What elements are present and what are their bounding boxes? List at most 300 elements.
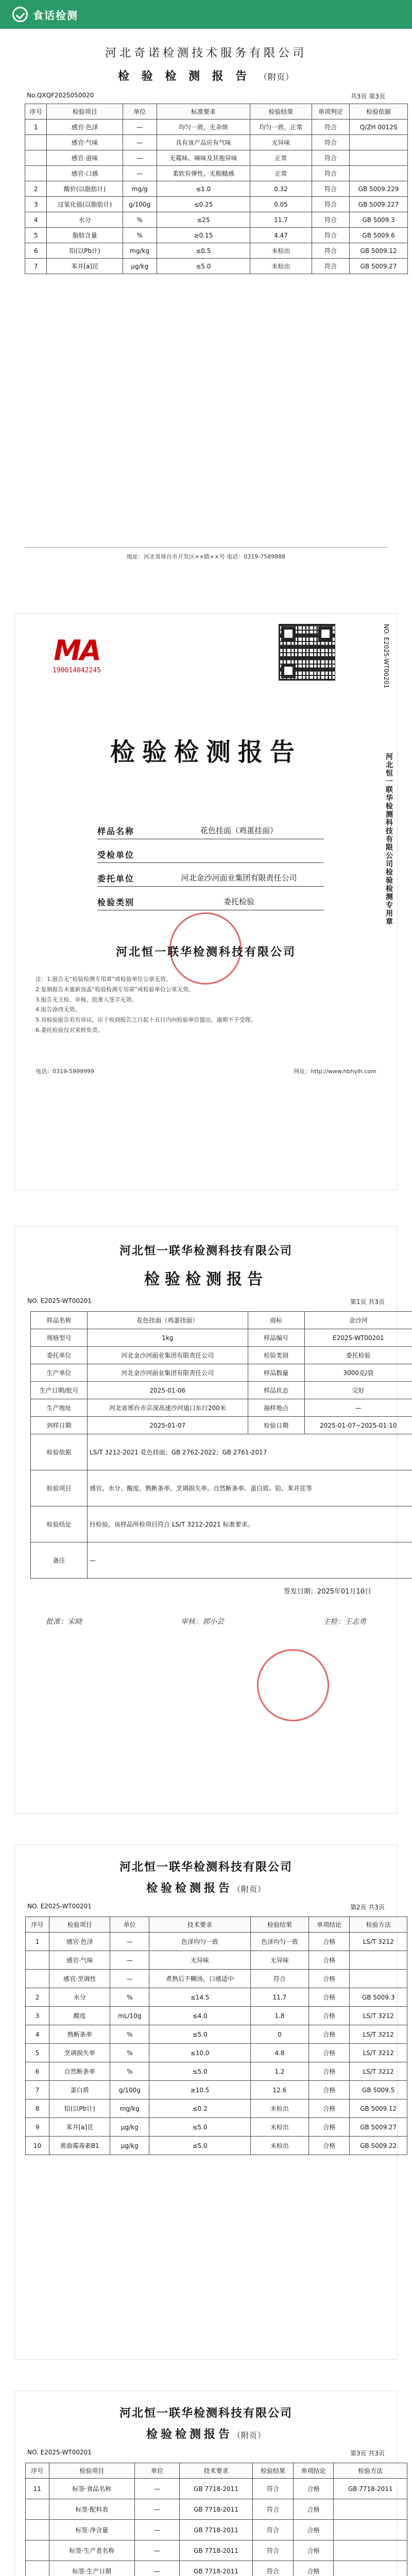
- table-cell: 煮熟后不糊汤，口感适中: [149, 1970, 251, 1988]
- table-cell: 委托单位: [31, 1347, 88, 1364]
- table-cell: %: [110, 2062, 149, 2081]
- cover-field-value: 花色挂面（鸡蛋挂面）: [200, 826, 278, 835]
- table-row: [31, 1417, 412, 1434]
- column-header: 单位: [135, 2463, 180, 2479]
- table-cell: 生产单位: [31, 1364, 88, 1382]
- table-cell: 苯并[a]芘: [49, 2118, 110, 2137]
- table-cell: 合格: [308, 1951, 350, 1970]
- report-meta: [27, 92, 385, 100]
- table-row: [31, 1506, 412, 1543]
- table-cell: 脂肪含量: [47, 228, 123, 243]
- table-cell: 样品编号: [248, 1329, 304, 1347]
- table-cell: ≥10.5: [149, 2081, 251, 2099]
- table-cell: [26, 2499, 49, 2520]
- table-cell: 2025-01-07: [88, 1417, 248, 1434]
- table-cell: 水分: [49, 1988, 110, 2007]
- cover-fields: [97, 825, 324, 920]
- table-cell: 感官·气味: [49, 1951, 110, 1970]
- table-cell: 0.05: [250, 197, 312, 212]
- table-cell: 委托检验: [304, 1347, 412, 1364]
- table-cell: 合格: [293, 2540, 334, 2561]
- table-cell: [25, 166, 47, 181]
- table-cell: 酸度: [49, 2007, 110, 2025]
- brand-name: 食话检测: [33, 9, 78, 22]
- table-row: [26, 2561, 407, 2576]
- cover-field: [97, 896, 324, 910]
- table-cell: [334, 2561, 407, 2576]
- table-cell: [26, 2520, 49, 2540]
- report-title: 检验检测报告（附页）: [146, 2428, 266, 2441]
- cover-field-key: 受检单位: [97, 850, 135, 860]
- table-row: [26, 2118, 407, 2137]
- table-cell: ≤14.5: [149, 1988, 251, 2007]
- cover-note-line: 6.委托检验仅对来样负责。: [36, 1026, 104, 1033]
- table-cell: 10: [26, 2137, 49, 2155]
- table-row: [26, 2025, 407, 2044]
- company-title: 河北奇诺检测技术服务有限公司: [105, 47, 307, 60]
- column-header: 技术要求: [149, 1917, 251, 1933]
- table-cell: [26, 1951, 49, 1970]
- table-cell: 检验结论: [31, 1506, 88, 1543]
- table-row: [26, 1933, 407, 1951]
- cover-field-key: 样品名称: [97, 826, 135, 836]
- table-cell: ≤0.25: [157, 197, 250, 212]
- table-cell: g/100g: [123, 197, 157, 212]
- report-meta: [27, 1297, 385, 1306]
- column-header: 单位: [110, 1917, 149, 1933]
- table-cell: ≤5.0: [149, 2062, 251, 2081]
- cover-contact: [36, 1067, 376, 1075]
- table-cell: 合格: [308, 2137, 350, 2155]
- table-cell: [25, 150, 47, 166]
- table-cell: LS/T 3212: [350, 2062, 407, 2081]
- table-cell: 合格: [308, 2099, 350, 2118]
- cover-company: 河北恒一联华检测科技有限公司: [115, 945, 296, 959]
- table-cell: 规格型号: [31, 1329, 88, 1347]
- table-cell: 合格: [293, 2520, 334, 2540]
- table-cell: 合格: [308, 2025, 350, 2044]
- table-row: [26, 2007, 407, 2025]
- table-cell: 样品数量: [248, 1364, 304, 1382]
- column-header: 单位: [123, 104, 157, 120]
- table-cell: 1kg: [88, 1329, 248, 1347]
- table-cell: [25, 135, 47, 150]
- table-row: [26, 2099, 407, 2118]
- table-cell: 苯并[a]芘: [47, 259, 123, 274]
- table-cell: 合格: [293, 2499, 334, 2520]
- table-row: [26, 1951, 407, 1970]
- table-cell: 符合: [253, 2540, 294, 2561]
- table-cell: 色泽均匀一致: [250, 1933, 308, 1951]
- report-title: 检验检测报告: [144, 1270, 268, 1289]
- column-header: 序号: [26, 2463, 49, 2479]
- issue-date: 签发日期：2025年01月10日: [283, 1588, 371, 1596]
- table-cell: —: [304, 1399, 412, 1417]
- table-cell: 检验日期: [248, 1417, 304, 1434]
- column-header: 序号: [25, 104, 47, 120]
- table-row: [25, 212, 408, 228]
- cma-mark: [46, 634, 108, 674]
- table-cell: 6: [26, 2062, 49, 2081]
- table-cell: 感官·烹调性: [49, 1970, 110, 1988]
- report-seal-icon: [257, 1649, 329, 1721]
- report-info-page: [14, 1226, 398, 1814]
- table-cell: 2025-01-07~2025-01-10: [304, 1417, 412, 1434]
- cover-field: [97, 872, 324, 887]
- table-cell: 符合: [312, 243, 349, 259]
- cover-field: [97, 849, 324, 863]
- footer-address: 地址：河北省邢台市开发区××路××号 电话：0319-7589888: [126, 553, 286, 560]
- table-cell: 柔软有弹性，无粗糙感: [157, 166, 250, 181]
- table-cell: 检验项目: [31, 1470, 88, 1506]
- table-cell: [350, 1951, 407, 1970]
- table-cell: 符合: [253, 2479, 294, 2499]
- cover-field-key: 委托单位: [97, 874, 135, 884]
- table-cell: 符合: [312, 120, 349, 135]
- table-cell: %: [110, 2025, 149, 2044]
- table-cell: 符合: [312, 166, 349, 181]
- table-row: [26, 2081, 407, 2099]
- table-cell: GB 7718-2011: [179, 2479, 253, 2499]
- table-cell: —: [88, 1543, 412, 1579]
- table-cell: —: [123, 150, 157, 166]
- table-cell: 自然断条率: [49, 2062, 110, 2081]
- table-cell: 1.8: [250, 2007, 308, 2025]
- table-cell: mg/kg: [110, 2099, 149, 2118]
- table-cell: 符合: [312, 150, 349, 166]
- table-cell: GB 7718-2011: [179, 2520, 253, 2540]
- page-number: 第1页 共3页: [350, 1298, 385, 1306]
- side-seal-text: 河北恒一联华检测科技有限公司检验检测专用章: [385, 753, 393, 926]
- table-row: [25, 259, 408, 274]
- table-cell: GB 5009.3: [350, 1988, 407, 2007]
- cover-notes: [36, 974, 376, 1036]
- report-title: 检 验 检 测 报 告 （附页）: [118, 70, 294, 83]
- table-cell: 未检出: [250, 2118, 308, 2137]
- table-cell: 合格: [308, 1970, 350, 1988]
- table-cell: 符合: [253, 2520, 294, 2540]
- report-meta: [27, 2449, 385, 2458]
- table-cell: ≤4.0: [149, 2007, 251, 2025]
- table-cell: 7: [26, 2081, 49, 2099]
- table-row: [25, 243, 408, 259]
- column-header: 单项结论: [293, 2463, 334, 2479]
- table-cell: 金沙河: [304, 1312, 412, 1329]
- table-cell: ≤5.0: [149, 2137, 251, 2155]
- table-cell: 样品名称: [31, 1312, 88, 1329]
- table-cell: 3: [25, 197, 47, 212]
- table-cell: GB 5009.22: [350, 2137, 407, 2155]
- table-row: [26, 2062, 407, 2081]
- report-number: NO. E2025-WT00201: [27, 1903, 92, 1910]
- table-cell: LS/T 3212: [350, 2044, 407, 2062]
- table-cell: 9: [26, 2118, 49, 2137]
- cover-page: [14, 613, 398, 1190]
- cover-note-line: 4.报告涂改无效。: [36, 1006, 81, 1013]
- table-cell: [26, 2561, 49, 2576]
- cover-note-line: 注：1.报告无“检验检测专用章”或检验单位公章无效。: [36, 976, 171, 982]
- table-cell: 商标: [248, 1312, 304, 1329]
- table-cell: 河北金沙河面业集团有限责任公司: [88, 1347, 248, 1364]
- table-row: [26, 2044, 407, 2062]
- table-cell: 生产地址: [31, 1399, 88, 1417]
- report-page-1: [14, 32, 398, 578]
- reviewer-signature: 审核：郭小芸: [181, 1618, 224, 1626]
- table-cell: 3000克/袋: [304, 1364, 412, 1382]
- cover-field-value: 委托检验: [223, 897, 254, 906]
- table-cell: 1.2: [250, 2062, 308, 2081]
- column-header: 单项判定: [312, 104, 349, 120]
- table-cell: 未检出: [250, 243, 312, 259]
- annex2-table: [25, 2463, 407, 2576]
- table-cell: 合格: [308, 2044, 350, 2062]
- table-cell: —: [135, 2561, 180, 2576]
- cma-logo-icon: MA: [54, 634, 100, 667]
- column-header: 检验项目: [47, 104, 123, 120]
- table-cell: 11.7: [250, 212, 312, 228]
- qr-code-icon: [279, 624, 335, 681]
- table-cell: 合格: [308, 2007, 350, 2025]
- table-cell: 未检出: [250, 2099, 308, 2118]
- table-cell: GB 5009.5: [350, 2081, 407, 2099]
- table-cell: 合格: [293, 2561, 334, 2576]
- results-table: [25, 104, 408, 274]
- table-cell: [350, 150, 408, 166]
- signatures: [46, 1616, 366, 1626]
- table-cell: 标签·净含量: [49, 2520, 135, 2540]
- table-cell: 符合: [312, 212, 349, 228]
- table-cell: 标签·配料表: [49, 2499, 135, 2520]
- table-cell: LS/T 3212: [350, 2007, 407, 2025]
- cover-field-value: 河北金沙河面业集团有限责任公司: [181, 873, 297, 883]
- table-cell: 熟断条率: [49, 2025, 110, 2044]
- table-cell: 正常: [250, 150, 312, 166]
- table-cell: %: [110, 1988, 149, 2007]
- table-cell: μg/kg: [110, 2137, 149, 2155]
- table-cell: 符合: [312, 259, 349, 274]
- table-cell: 符合: [253, 2499, 294, 2520]
- table-cell: 河北金沙河面业集团有限责任公司: [88, 1364, 248, 1382]
- table-cell: —: [135, 2520, 180, 2540]
- table-cell: 具有该产品应有气味: [157, 135, 250, 150]
- table-cell: g/100g: [110, 2081, 149, 2099]
- table-cell: ≤10.0: [149, 2044, 251, 2062]
- column-header: 检验依据: [350, 104, 408, 120]
- table-cell: 感官·气味: [47, 135, 123, 150]
- table-cell: [334, 2540, 407, 2561]
- table-cell: GB 7718-2011: [334, 2479, 407, 2499]
- table-cell: 符合: [312, 228, 349, 243]
- table-cell: [26, 2540, 49, 2561]
- table-cell: 符合: [250, 1970, 308, 1988]
- brand-header: [0, 0, 412, 29]
- cover-note-line: 2.复制报告未重新加盖“检验检测专用章”或检验单位公章无效。: [36, 986, 194, 993]
- page-number: 第2页 共3页: [350, 1904, 385, 1911]
- table-cell: 未检出: [250, 259, 312, 274]
- table-row: [31, 1347, 412, 1364]
- table-row: [25, 181, 408, 197]
- table-cell: 合格: [308, 2118, 350, 2137]
- table-row: [26, 1970, 407, 1988]
- table-row: [31, 1399, 412, 1417]
- table-cell: 无异味: [149, 1951, 251, 1970]
- table-cell: 备注: [31, 1543, 88, 1579]
- column-header: 单项结论: [308, 1917, 350, 1933]
- table-cell: —: [110, 1933, 149, 1951]
- cover-note-line: 3.报告无主检、审核、批准人签字无效。: [36, 996, 138, 1003]
- table-cell: [350, 166, 408, 181]
- cover-note-line: 5.对检验报告若有异议，应于收到报告之日起十五日内向检验单位提出，逾期不予受理。: [36, 1016, 256, 1024]
- table-cell: ≤1.0: [157, 181, 250, 197]
- annex-page-1: [14, 1844, 398, 2360]
- table-cell: 无异味: [250, 135, 312, 150]
- table-cell: μg/kg: [123, 259, 157, 274]
- table-row: [31, 1382, 412, 1399]
- contact-web: 网址：http://www.hbhylh.com: [294, 1068, 376, 1075]
- table-cell: 生产日期/批号: [31, 1382, 88, 1399]
- table-cell: 经检验，该样品所检项目符合 LS/T 3212-2021 标准要求。: [88, 1506, 412, 1543]
- table-row: [26, 2520, 407, 2540]
- table-row: [31, 1434, 412, 1470]
- table-cell: Q/ZH 0012S: [350, 120, 408, 135]
- table-cell: 7: [25, 259, 47, 274]
- table-cell: 6: [25, 243, 47, 259]
- table-row: [25, 197, 408, 212]
- footer-divider: [25, 547, 387, 548]
- contact-phone: 电话：0319-5999999: [36, 1068, 94, 1075]
- table-cell: GB 5009.227: [350, 197, 408, 212]
- table-cell: 检验依据: [31, 1434, 88, 1470]
- table-cell: ≤0.5: [157, 243, 250, 259]
- table-cell: 未检出: [250, 2137, 308, 2155]
- table-cell: 符合: [312, 135, 349, 150]
- table-row: [31, 1329, 412, 1347]
- table-row: [25, 228, 408, 243]
- cover-field-key: 检验类别: [97, 897, 135, 907]
- table-cell: LS/T 3212-2021 花色挂面；GB 2762-2022；GB 2761-2017: [88, 1434, 412, 1470]
- table-row: [31, 1543, 412, 1579]
- table-cell: 河北省邢台市京深高速沙河道口东行200米: [88, 1399, 248, 1417]
- table-cell: 11: [26, 2479, 49, 2499]
- column-header: 检验方法: [350, 1917, 407, 1933]
- table-cell: ≤5.0: [157, 259, 250, 274]
- table-cell: 4.8: [250, 2044, 308, 2062]
- table-cell: 4: [25, 212, 47, 228]
- report-number: NO. E2025-WT00201: [27, 2449, 92, 2456]
- table-cell: 11.7: [250, 1988, 308, 2007]
- column-header: 检验结果: [250, 104, 312, 120]
- column-header: 检验结果: [253, 2463, 294, 2479]
- table-cell: 标签·生产者名称: [49, 2540, 135, 2561]
- table-cell: %: [110, 2044, 149, 2062]
- table-row: [26, 2540, 407, 2561]
- table-cell: GB 5009.3: [350, 212, 408, 228]
- table-cell: 符合: [312, 181, 349, 197]
- check-logo-icon: [12, 7, 28, 22]
- table-cell: mg/g: [123, 181, 157, 197]
- table-cell: 0.32: [250, 181, 312, 197]
- table-cell: 标签·生产日期: [49, 2561, 135, 2576]
- table-cell: 合格: [308, 2062, 350, 2081]
- table-cell: LS/T 3212: [350, 1933, 407, 1951]
- table-row: [26, 2137, 407, 2155]
- table-cell: [350, 1970, 407, 1988]
- column-header: 检验项目: [49, 2463, 135, 2479]
- table-cell: 合格: [308, 1933, 350, 1951]
- table-cell: GB 5009.27: [350, 2118, 407, 2137]
- table-cell: 完好: [304, 1382, 412, 1399]
- table-cell: LS/T 3212: [350, 2025, 407, 2044]
- table-cell: 均匀一致，正常: [250, 120, 312, 135]
- table-row: [31, 1470, 412, 1506]
- table-cell: 2: [25, 181, 47, 197]
- table-cell: —: [123, 135, 157, 150]
- table-cell: GB 7718-2011: [179, 2561, 253, 2576]
- cover-field-value: [154, 849, 324, 860]
- table-cell: 3: [26, 2007, 49, 2025]
- company-title: 河北恒一联华检测科技有限公司: [119, 1860, 293, 1874]
- annex1-table: [25, 1917, 407, 2155]
- page-number: 第3页 共3页: [350, 2450, 385, 2457]
- table-cell: ≥0.15: [157, 228, 250, 243]
- table-row: [25, 120, 408, 135]
- table-cell: 铅(以Pb计): [47, 243, 123, 259]
- annex-page-2: [14, 2391, 398, 2576]
- table-cell: 感官·色泽: [47, 120, 123, 135]
- table-cell: 合格: [308, 1988, 350, 2007]
- side-report-number: NO. E2025-WT00201: [383, 624, 390, 688]
- table-cell: 5: [26, 2044, 49, 2062]
- table-cell: [334, 2499, 407, 2520]
- table-cell: GB 5009.6: [350, 228, 408, 243]
- approver-signature: 批准：宋晓: [46, 1618, 82, 1626]
- table-cell: 4: [26, 2025, 49, 2044]
- table-cell: %: [123, 228, 157, 243]
- table-cell: 合格: [293, 2479, 334, 2499]
- table-cell: 感官·滋味: [47, 150, 123, 166]
- page-number: 共3页 第3页: [350, 93, 385, 100]
- table-cell: 1: [25, 120, 47, 135]
- table-cell: 感官·色泽: [49, 1933, 110, 1951]
- table-cell: 合格: [308, 2081, 350, 2099]
- table-cell: 感官·口感: [47, 166, 123, 181]
- table-row: [25, 135, 408, 150]
- table-cell: GB 5009.12: [350, 2099, 407, 2118]
- table-cell: mg/kg: [123, 243, 157, 259]
- column-header: 技术要求: [179, 2463, 253, 2479]
- table-row: [31, 1364, 412, 1382]
- tester-signature: 主检：王志勇: [323, 1618, 366, 1626]
- table-cell: 色泽均匀一致: [149, 1933, 251, 1951]
- table-cell: E2025-WT00201: [304, 1329, 412, 1347]
- table-row: [26, 1988, 407, 2007]
- table-cell: 黄曲霉毒素B1: [49, 2137, 110, 2155]
- column-header: 检验结果: [250, 1917, 308, 1933]
- table-cell: 烹调损失率: [49, 2044, 110, 2062]
- table-cell: GB 7718-2011: [179, 2540, 253, 2561]
- table-cell: 过氧化值(以脂肪计): [47, 197, 123, 212]
- report-number: No.QXQF2025050020: [27, 92, 94, 99]
- report-info-table: [30, 1311, 412, 1579]
- report-meta: [27, 1903, 385, 1911]
- table-cell: GB 5009.27: [350, 259, 408, 274]
- company-title: 河北恒一联华检测科技有限公司: [119, 1244, 293, 1258]
- table-cell: 2025-01-06: [88, 1382, 248, 1399]
- table-cell: —: [135, 2479, 180, 2499]
- table-cell: 花色挂面（鸡蛋挂面）: [88, 1312, 248, 1329]
- table-cell: 酸价(以脂肪计): [47, 181, 123, 197]
- table-cell: 0: [250, 2025, 308, 2044]
